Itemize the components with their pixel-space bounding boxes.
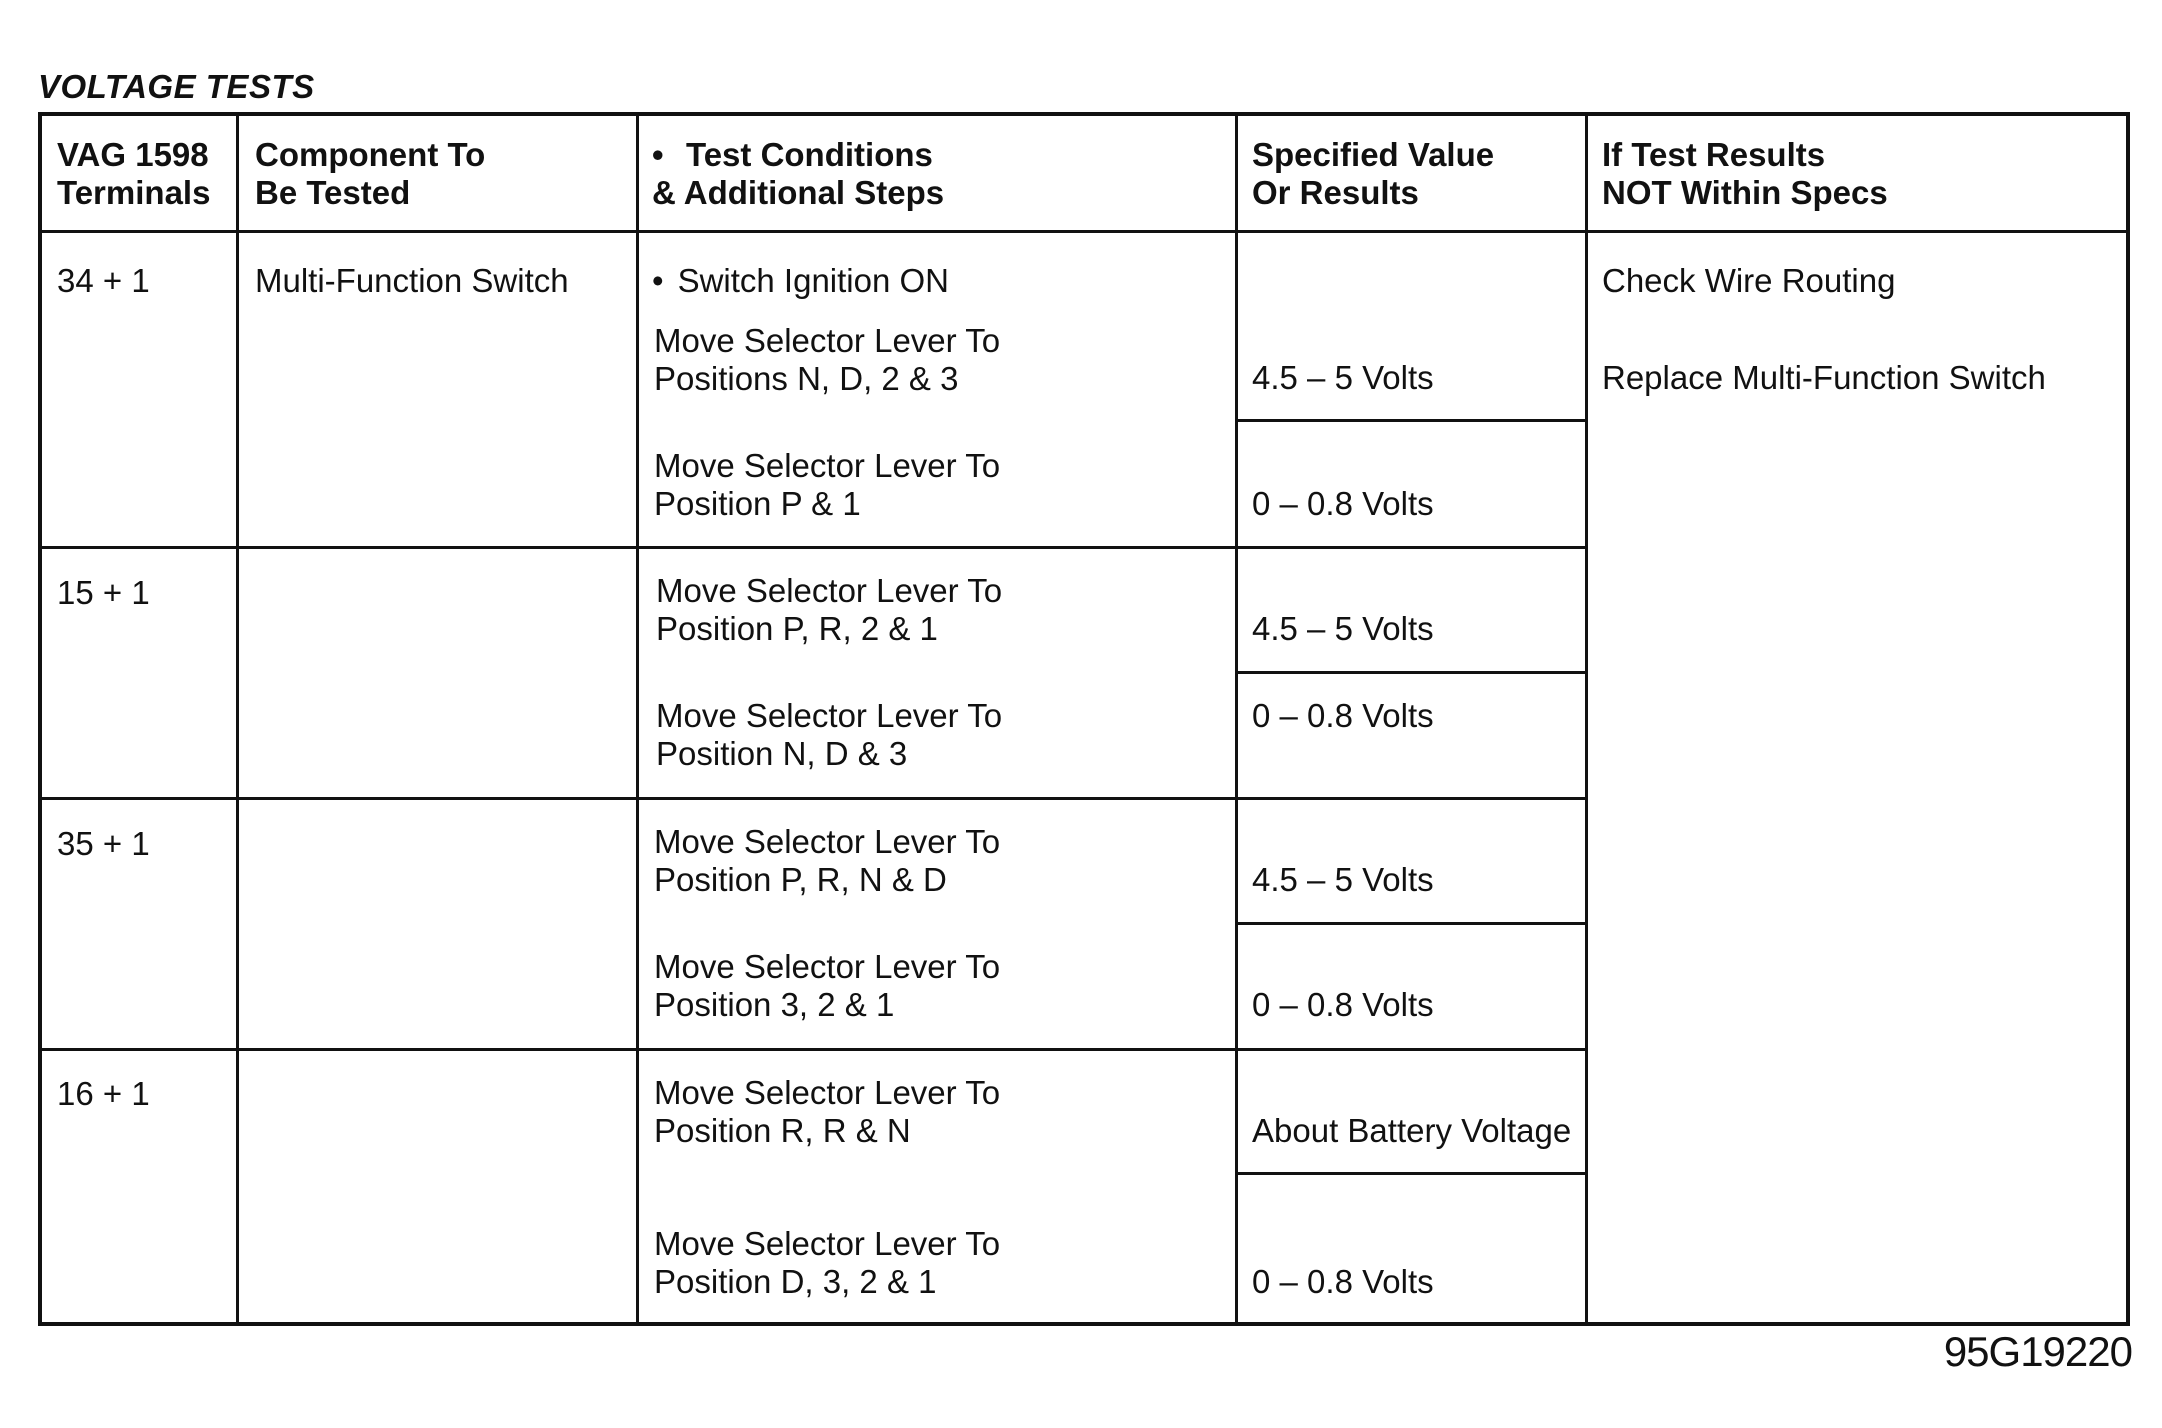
header-component: Component To Be Tested — [255, 136, 486, 211]
figure-number: 95G19220 — [1943, 1328, 2132, 1375]
terminal-cell: 16 + 1 — [57, 1075, 150, 1112]
header-divider — [38, 230, 2130, 233]
value-divider — [1235, 671, 1588, 674]
column-divider — [636, 112, 639, 1326]
value-divider — [1235, 1172, 1588, 1175]
row-divider — [38, 546, 1588, 549]
condition-cell: Move Selector Lever To Position D, 3, 2 & 1 — [654, 1225, 1001, 1300]
value-cell: 0 – 0.8 Volts — [1252, 1263, 1434, 1300]
condition-cell: Move Selector Lever To Positions N, D, 2 & 3 — [654, 322, 1001, 397]
value-cell: 4.5 – 5 Volts — [1252, 359, 1434, 396]
precondition-cell: • Switch Ignition ON — [652, 262, 949, 300]
value-cell: 0 – 0.8 Volts — [1252, 986, 1434, 1023]
header-conditions: Test Conditions & Additional Steps — [652, 136, 945, 211]
header-terminals: VAG 1598 Terminals — [57, 136, 211, 211]
value-cell: 4.5 – 5 Volts — [1252, 861, 1434, 898]
row-divider — [38, 797, 1588, 800]
column-divider — [236, 112, 239, 1326]
condition-cell: Move Selector Lever To Position R, R & N — [654, 1074, 1001, 1149]
component-cell: Multi-Function Switch — [255, 262, 569, 299]
value-cell: 4.5 – 5 Volts — [1252, 610, 1434, 647]
condition-cell: Move Selector Lever To Position N, D & 3 — [656, 697, 1003, 772]
remedy-item: Replace Multi-Function Switch — [1602, 359, 2046, 396]
value-cell: 0 – 0.8 Volts — [1252, 697, 1434, 734]
value-divider — [1235, 419, 1588, 422]
column-divider — [1585, 112, 1588, 1326]
row-divider — [38, 1048, 1588, 1051]
condition-cell: Move Selector Lever To Position P, R, 2 & 1 — [656, 572, 1003, 647]
header-if-not: If Test Results NOT Within Specs — [1602, 136, 1888, 211]
condition-cell: Move Selector Lever To Position 3, 2 & 1 — [654, 948, 1001, 1023]
condition-cell: Move Selector Lever To Position P, R, N & D — [654, 823, 1001, 898]
header-specified: Specified Value Or Results — [1252, 136, 1495, 211]
value-divider — [1235, 922, 1588, 925]
column-divider — [1235, 112, 1238, 1326]
terminal-cell: 35 + 1 — [57, 825, 150, 862]
value-cell: About Battery Voltage — [1252, 1112, 1572, 1149]
terminal-cell: 34 + 1 — [57, 262, 150, 299]
remedy-item: Check Wire Routing — [1602, 262, 1896, 299]
condition-cell: Move Selector Lever To Position P & 1 — [654, 447, 1001, 522]
section-title: VOLTAGE TESTS — [38, 68, 315, 105]
header-conditions-bullet: • — [652, 136, 664, 173]
value-cell: 0 – 0.8 Volts — [1252, 485, 1434, 522]
terminal-cell: 15 + 1 — [57, 574, 150, 611]
